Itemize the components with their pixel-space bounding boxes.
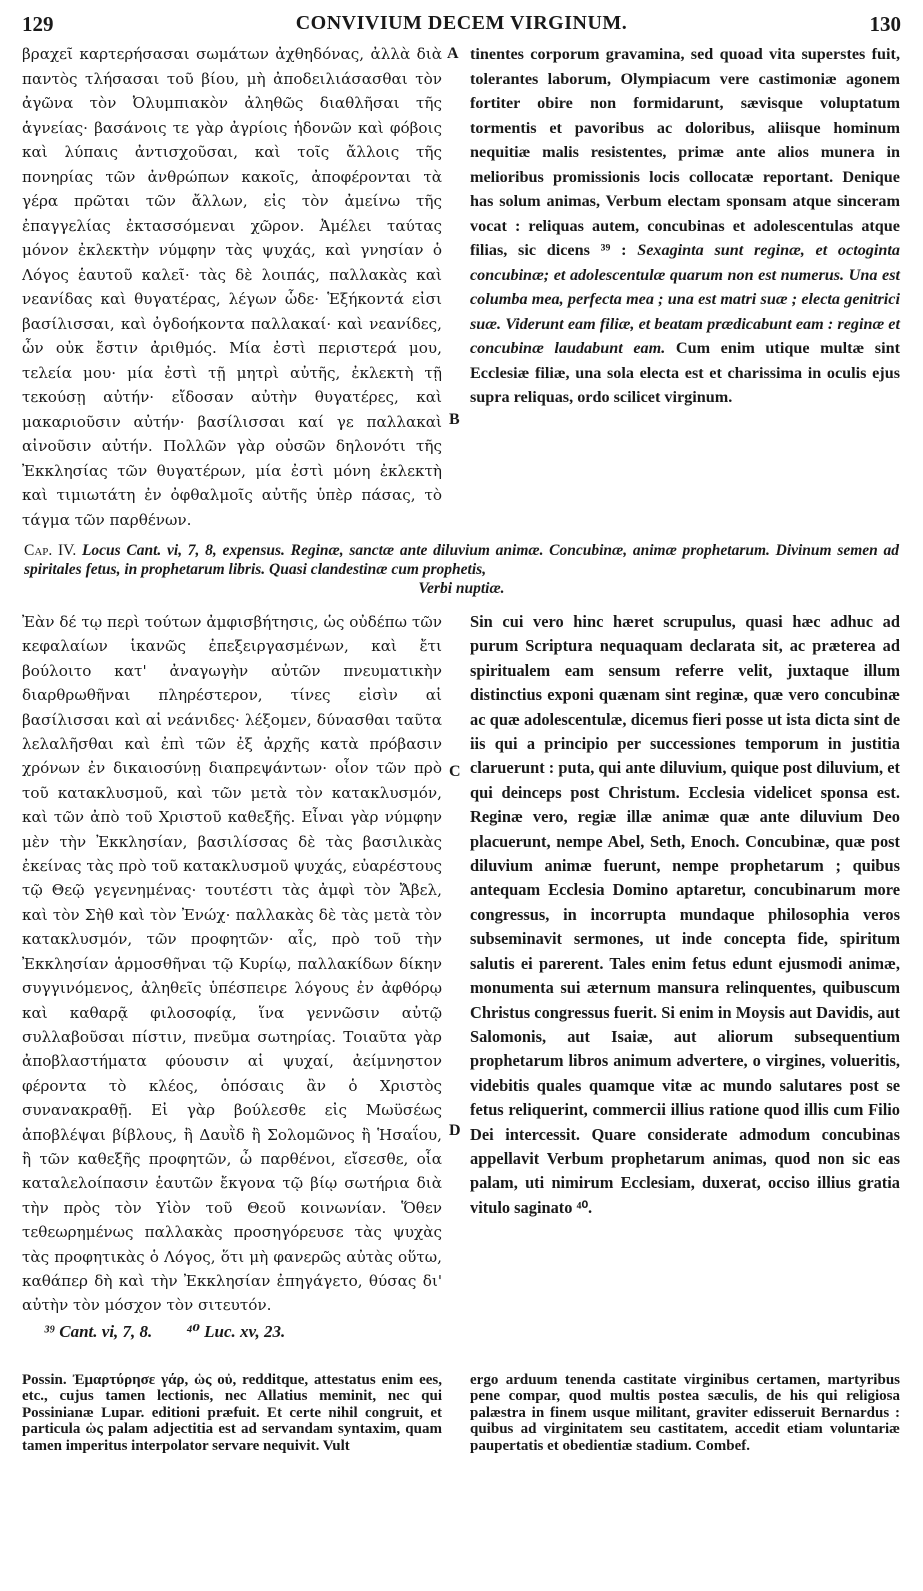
latin-paragraph-bottom: Sin cui vero hinc hæret scrupulus, quasi hæc adhuc ad purum Scriptura nequaquam declarata sit, ac præterea ad spiritualem eam sensum referre velit, juxtaque illum distinctius exponi quænam sint reginæ, quæ vero concubinæ ac quæ adolescentulæ, dicemus fieri posse ut ista dicta sint de iis qui a principio per successiones temporum in justitia claruerunt : puta, qui ante diluvium, quique post diluvium, et qui deinceps post Christum. Ecclesia videlicet sponsa est. Reginæ vero, regiæ illæ animæ quæ ante diluvium Deo placuerunt, nempe Abel, Seth, Enoch. Concubinæ, quæ post diluvium animæ fuerunt, nempe prophetarum ; quibus antequam Ecclesia Domino aptaretur, concubinarum more congressus, in incorrupta mundaque philosophia veros subseminavit sermones, ut inde concepta fide, spiritum salutis ei parerent. Tales enim fetus edunt ejusmodi animæ, monumenta sui æternum mansura relinquentes, quibuscum Christus congressus fuerit. Si enim in Moysis aut Davidis, aut Salomonis, aut Isaiæ, aut aliorum subsequentium prophetarum libros animum advertere, o virgines, volueritis, videbitis quales quamque vitæ ac mundo salutares post se fetus reliquerint, commercii illius ratione quod illis cum Filio Dei intercessit. Quare considerate admodum concubinas appellavit Verbum prophetarum animas, quod non sic eas palam, uti nimirum Ecclesiam, duxerat, occiso illius gratia vitulo saginato ⁴⁰. xyxy=(470,612,900,1217)
chapter-number: Cap. IV. xyxy=(24,542,77,559)
chapter-heading xyxy=(24,541,899,598)
latin-paragraph-top xyxy=(470,42,900,410)
running-header xyxy=(22,8,901,42)
footnote-39: ³⁹ Cant. vi, 7, 8. xyxy=(44,1322,153,1341)
editor-notes-right xyxy=(470,1372,900,1454)
page-number-left: 129 xyxy=(22,12,54,36)
chapter-summary: Locus Cant. vi, 7, 8, expensus. Reginæ, sanctæ ante diluvium animæ. Concubinæ, animæ prophetarum. Divinum semen ad spiritales fetus, in prophetarum libris. Quasi clandestinæ cum prophetis, xyxy=(24,542,900,578)
latin-column-top xyxy=(470,42,900,410)
latin-text-top-1: tinentes corporum gravamina, sed quoad vita superstes fuit, tolerantes laborum, Olympiacum vere castimoniæ agonem fortiter obire non formidarunt, sævisque voluptatum tormentis et pavoribus ac doloribus, aliisque hominum nequitiæ malis resistentes, primæ ante alios munera in melioribus promissionis locis collocatæ reportant. Denique has solum animas, Verbum electam sponsam atque sinceram vocat : reliquas autem, concubinas et adolescentulas atque filias, sic dicens ³⁹ : xyxy=(470,45,900,259)
margin-letter-c: C xyxy=(449,763,461,780)
latin-column-bottom xyxy=(470,610,900,1220)
footnote-references xyxy=(44,1322,315,1342)
margin-letter-b: B xyxy=(449,411,460,428)
editor-notes-left xyxy=(22,1372,442,1454)
margin-letter-d: D xyxy=(449,1122,461,1139)
chapter-summary-end: Verbi nuptiæ. xyxy=(418,580,505,597)
notes-right-text: ergo arduum tenenda castitate virginibus certamen, martyribus pene compar, quod multis postea sæculis, de his qui religiosa palæstra in finem usque militant, graviter edisseruit Bernardus : quibus ad virginitatem seu castitatem, accedit etiam voluntariæ paupertatis et obedientiæ stadium. Combef. xyxy=(470,1372,900,1454)
latin-text-top-2: Cum enim utique multæ sint Ecclesiæ filiæ, una sola electa est et charissima in oculis ejus supra reliquas, ordo scilicet virginum. xyxy=(470,339,900,406)
greek-paragraph-top: βραχεῖ καρτερήσασαι σωμάτων ἀχθηδόνας, ἀλλὰ διὰ παντὸς τλήσασαι τοῦ βίου, μὴ ἀποδειλιάσασθαι τὸν ἀγῶνα τὸν Ὀλυμπιακὸν ἀληθῶς διαθλῆσαι τῆς ἁγνείας· βασάνοις τε γὰρ ἀγρίοις ἡδονῶν καὶ φόβοις καὶ λύπαις ἀντισχοῦσαι, καὶ τοῖς ἄλλοις τῆς πονηρίας τῶν ἀνθρώπων κακοῖς, ἀποφέρονται τὰ γέρα πρῶται τῶν ἄλλων, εἰς τὸν ἀμείνω τῆς ἐπαγγελίας ἐκτασσόμεναι χῶρον. Ἀμέλει ταύτας μόνον ἐκλεκτὴν νύμφην τὰς ψυχάς, καὶ γνησίαν ὁ Λόγος ἑαυτοῦ καλεῖ· τὰς δὲ λοιπάς, παλλακὰς καὶ νεανίδας καὶ θυγατέρας, λέγων ὧδε· Ἑξήκοντά εἰσι βασίλισσαι, καὶ ὀγδοήκοντα παλλακαί· καὶ νεανίδες, ὧν οὐκ ἔστιν ἀριθμός. Μία ἐστὶ περιστερά μου, τελεία μου· μία ἐστὶ τῇ μητρὶ αὐτῆς, ἐκλεκτὴ τῇ τεκούσῃ αὐτήν· εἴδοσαν αὐτὴν θυγατέρες, καὶ μακαριοῦσιν αὐτήν· βασίλισσαι καί γε παλλακαὶ αἰνοῦσιν αὐτήν. Πολλῶν γὰρ οὐσῶν δηλονότι τῆς Ἐκκλησίας τῶν θυγατέρων, μία ἐστὶ μόνη ἐκλεκτὴ καὶ τιμιωτάτη ἐν ὀφθαλμοῖς αὐτῆς ὑπὲρ πάσας, τὸ τάγμα τῶν παρθένων. xyxy=(22,45,442,529)
greek-column-top xyxy=(22,42,442,532)
greek-paragraph-bottom: Ἐὰν δέ τῳ περὶ τούτων ἀμφισβήτησις, ὡς οὐδέπω τῶν κεφαλαίων ἱκανῶς ἐπεξειργασμένων, καὶ ἔτι βούλοιτο κατ' ἀναγωγὴν αὐτῶν πνευματικὴν διαρθρωθῆναι πληρέστερον, τίνες εἰσὶν αἱ βασίλισσαι καὶ αἱ νεάνιδες· λέξομεν, δύνασθαι ταῦτα λελαλῆσθαι καὶ ἐπὶ τῶν ἐξ ἀρχῆς κατὰ πρόβασιν χρόνων ἐν δικαιοσύνῃ διαπρεψάντων· οἷον τῶν πρὸ τοῦ κατακλυσμοῦ, καὶ τῶν μετὰ τὸν κατακλυσμόν, καὶ τῶν ἀπὸ τοῦ Χριστοῦ καθεξῆς. Εἶναι γὰρ νύμφην μὲν τὴν Ἐκκλησίαν, βασιλίσσας δὲ τὰς βασιλικὰς ἐκείνας τὰς πρὸ τοῦ κατακλυσμοῦ ψυχάς, εὐαρέστους τῷ Θεῷ γεγενημένας· τουτέστι τὰς ἀμφὶ τὸν Ἄβελ, καὶ τὸν Σὴθ καὶ τὸν Ἐνώχ· παλλακὰς δὲ τὰς μετὰ τὸν κατακλυσμόν, τῶν προφητῶν· αἷς, πρὸ τοῦ τὴν Ἐκκλησίαν ἁρμοσθῆναι τῷ Κυρίῳ, παλλακίδων δίκην συγγινόμενος, ἀληθεῖς ὑπέσπειρε λόγους ἐν ἀφθόρῳ καὶ καθαρᾷ φιλοσοφίᾳ, ἵνα γεννῶσιν αὐτῷ συλλαβοῦσαι πίστιν, πνεῦμα σωτηρίας. Τοιαῦτα γὰρ ἀποβλαστήματα φύουσιν αἱ ψυχαί, ἀείμνηστον φέροντα τὸ κλέος, ὁπόσαις ἂν ὁ Χριστὸς συνανακραθῇ. Εἰ γὰρ βούλεσθε εἰς Μωϋσέως ἀποβλέψαι βίβλους, ἢ Δαυῒδ ἢ Σολομῶνος ἢ Ἡσαΐου, ἢ τῶν καθεξῆς προφητῶν, ὦ παρθένοι, εἴσεσθε, οἷα καταλελοίπασιν ἑαυτῶν ἔκγονα τῷ βίῳ σωτήρια διὰ τὴν πρὸς τὸν Υἱὸν τοῦ Θεοῦ κοινωνίαν. Ὅθεν τεθεωρημένως παλλακὰς προσηγόρευσε τὰς ψυχὰς τὰς προφητικὰς ὁ Λόγος, ὅτι μὴ φανερῶς αὐτὰς οὕτω, καθάπερ δὴ καὶ τὴν Ἐκκλησίαν ἐπηγάγετο, θύσας δι' αὐτὴν τὸν μόσχον τὸν σιτευτόν. xyxy=(22,613,442,1315)
greek-column-bottom xyxy=(22,610,442,1318)
notes-left-text: Possin. Ἐμαρτύρησε γάρ, ὡς οὐ, redditque, attestatus enim ees, etc., cujus tamen lectionis, nec Allatius meminit, nec qui Possinianæ Lupar. editioni præfuit. Et certe nihil congruit, et particula ὡς palam adjectitia est ad servandam syntaxim, quam tamen imperitus interpolator servare nequivit. Vult xyxy=(22,1372,442,1454)
margin-letter-a: A xyxy=(447,45,459,62)
page-number-right: 130 xyxy=(869,12,901,36)
running-title: CONVIVIUM DECEM VIRGINUM. xyxy=(295,12,628,34)
scripture-quote: Sexaginta sunt reginæ, et octoginta concubinæ; et adolescentulæ quarum non est numerus. Una est columba mea, perfecta mea ; una est matri suæ ; electa genitrici suæ. Viderunt eam filiæ, et beatam prædicabunt eam : reginæ et concubinæ laudabunt eam. xyxy=(470,241,900,357)
footnote-40: ⁴⁰ Luc. xv, 23. xyxy=(186,1322,286,1341)
